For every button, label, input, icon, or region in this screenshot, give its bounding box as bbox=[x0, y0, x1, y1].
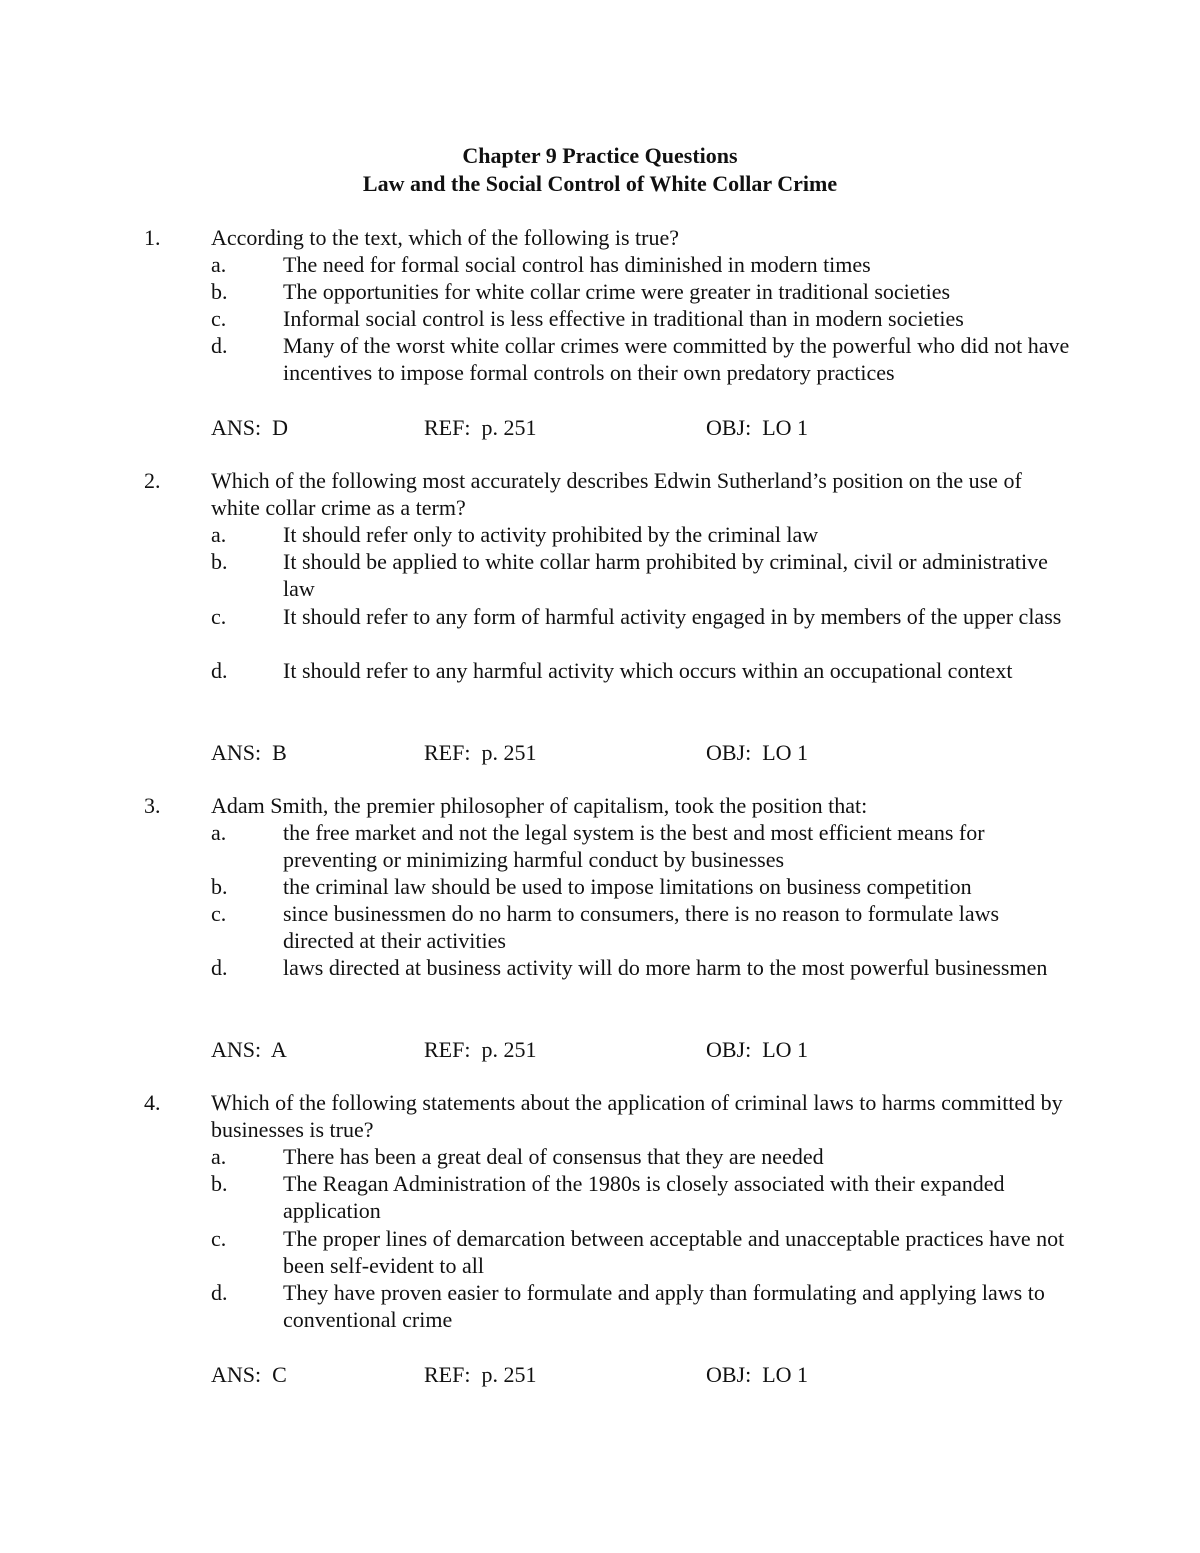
option-letter: c. bbox=[211, 1226, 227, 1251]
option-letter: b. bbox=[211, 1171, 228, 1196]
learning-objective: OBJ: LO 1 bbox=[706, 740, 809, 765]
answer-key: ANS: D bbox=[211, 415, 289, 440]
option-text: the criminal law should be used to impose limitations on business competition bbox=[283, 874, 972, 899]
question-stem: Adam Smith, the premier philosopher of capitalism, took the position that: bbox=[211, 793, 868, 818]
option-text: It should refer to any form of harmful activity engaged in by members of the upper class bbox=[283, 604, 1062, 629]
option-text: Many of the worst white collar crimes were committed by the powerful who did not have incentives to impose formal controls on their own predatory practices bbox=[283, 333, 1070, 385]
option-letter: a. bbox=[211, 522, 227, 547]
option-text: since businessmen do no harm to consumers, there is no reason to formulate laws directed at their activities bbox=[283, 901, 1000, 953]
option-text: Informal social control is less effective in traditional than in modern societies bbox=[283, 306, 964, 331]
learning-objective: OBJ: LO 1 bbox=[706, 1362, 809, 1387]
page-reference: REF: p. 251 bbox=[424, 1037, 537, 1062]
page-reference: REF: p. 251 bbox=[424, 415, 537, 440]
option-letter: d. bbox=[211, 955, 228, 980]
option-text: laws directed at business activity will do more harm to the most powerful businessmen bbox=[283, 955, 1048, 980]
option-letter: d. bbox=[211, 658, 228, 683]
option-letter: b. bbox=[211, 874, 228, 899]
question-number: 2. bbox=[144, 468, 161, 493]
question-stem: According to the text, which of the following is true? bbox=[211, 225, 679, 250]
answer-key: ANS: C bbox=[211, 1362, 287, 1387]
option-letter: c. bbox=[211, 306, 227, 331]
option-text: They have proven easier to formulate and apply than formulating and applying laws to conventional crime bbox=[283, 1280, 1045, 1332]
answer-key: ANS: B bbox=[211, 740, 287, 765]
option-letter: c. bbox=[211, 604, 227, 629]
question-stem: Which of the following most accurately describes Edwin Sutherland’s position on the use of white collar crime as a term? bbox=[211, 468, 1022, 520]
option-text: It should be applied to white collar harm prohibited by criminal, civil or administrative law bbox=[283, 549, 1048, 601]
option-text: the free market and not the legal system is the best and most efficient means for preventing or minimizing harmful conduct by businesses bbox=[283, 820, 985, 872]
option-text: It should refer to any harmful activity which occurs within an occupational context bbox=[283, 658, 1013, 683]
option-letter: a. bbox=[211, 252, 227, 277]
question-stem: Which of the following statements about the application of criminal laws to harms committed by businesses is true? bbox=[211, 1090, 1063, 1142]
option-text: The opportunities for white collar crime were greater in traditional societies bbox=[283, 279, 951, 304]
page-reference: REF: p. 251 bbox=[424, 740, 537, 765]
option-letter: b. bbox=[211, 549, 228, 574]
option-letter: a. bbox=[211, 820, 227, 845]
option-text: The proper lines of demarcation between acceptable and unacceptable practices have not been self-evident to all bbox=[283, 1226, 1065, 1278]
option-letter: b. bbox=[211, 279, 228, 304]
page-title: Chapter 9 Practice Questions bbox=[462, 143, 738, 168]
question-number: 4. bbox=[144, 1090, 161, 1115]
option-letter: d. bbox=[211, 333, 228, 358]
option-letter: c. bbox=[211, 901, 227, 926]
option-text: There has been a great deal of consensus that they are needed bbox=[283, 1144, 824, 1169]
learning-objective: OBJ: LO 1 bbox=[706, 1037, 809, 1062]
option-letter: d. bbox=[211, 1280, 228, 1305]
option-text: The need for formal social control has diminished in modern times bbox=[283, 252, 871, 277]
answer-key: ANS: A bbox=[211, 1037, 287, 1062]
question-number: 3. bbox=[144, 793, 161, 818]
page-subtitle: Law and the Social Control of White Collar Crime bbox=[362, 171, 838, 196]
option-text: It should refer only to activity prohibited by the criminal law bbox=[283, 522, 819, 547]
question-number: 1. bbox=[144, 225, 161, 250]
learning-objective: OBJ: LO 1 bbox=[706, 415, 809, 440]
option-letter: a. bbox=[211, 1144, 227, 1169]
page-reference: REF: p. 251 bbox=[424, 1362, 537, 1387]
option-text: The Reagan Administration of the 1980s is closely associated with their expanded application bbox=[283, 1171, 1005, 1223]
